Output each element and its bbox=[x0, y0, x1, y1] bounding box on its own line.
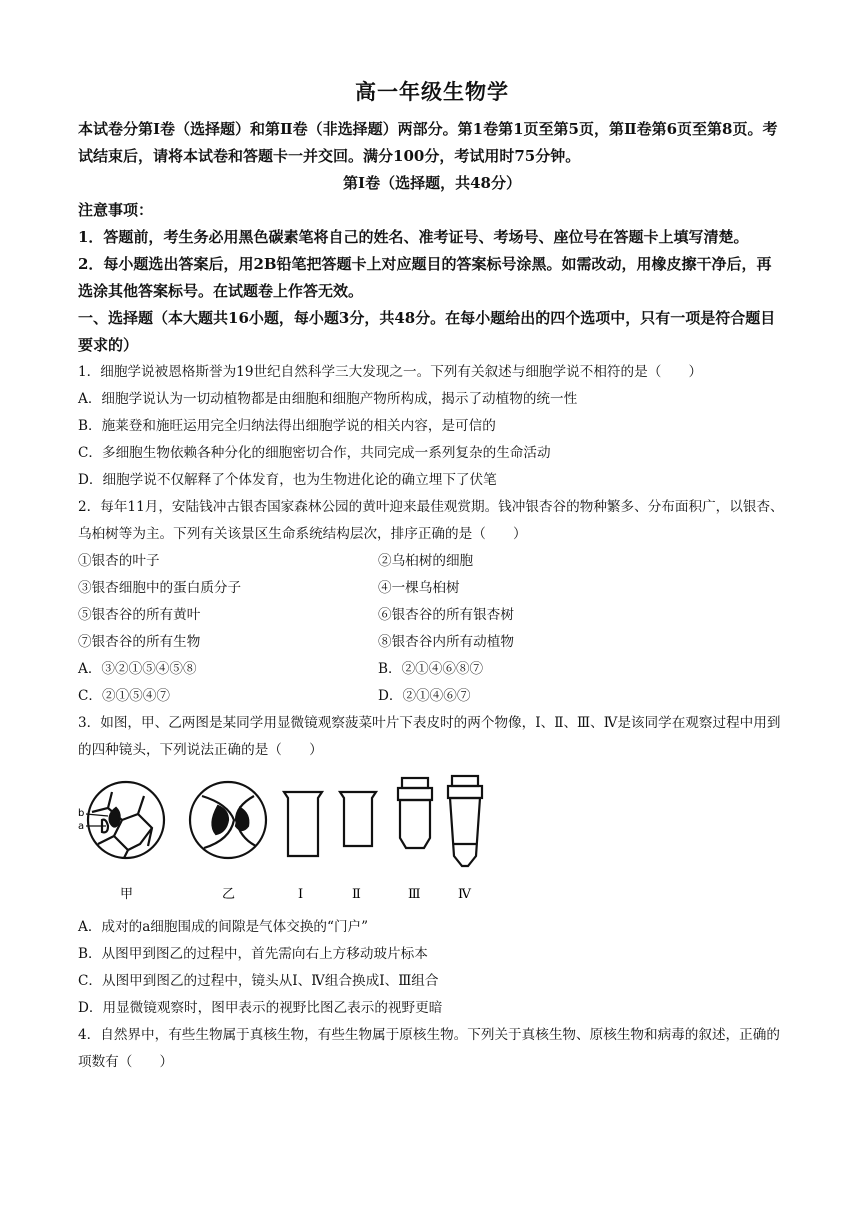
lens-4 bbox=[448, 776, 482, 866]
list-item: ⑥银杏谷的所有银杏树 bbox=[378, 607, 514, 623]
label-lens-3: Ⅲ bbox=[408, 887, 421, 902]
label-lens-1: Ⅰ bbox=[298, 887, 304, 902]
label-lens-4: Ⅳ bbox=[458, 887, 471, 902]
option-a: A．③②①⑤④⑤⑧ bbox=[78, 661, 197, 677]
option-a: A．细胞学说认为一切动植物都是由细胞和细胞产物所构成，揭示了动植物的统一性 bbox=[78, 391, 578, 407]
list-item: ①银杏的叶子 bbox=[78, 553, 160, 569]
exam-page bbox=[78, 76, 786, 1076]
label-jia: 甲 bbox=[120, 887, 134, 902]
lens-3 bbox=[398, 778, 432, 848]
lens-2 bbox=[340, 792, 376, 846]
lens-1 bbox=[284, 792, 322, 856]
option-d: D．用显微镜观察时，图甲表示的视野比图乙表示的视野更暗 bbox=[78, 1000, 443, 1016]
marker-a: a bbox=[78, 821, 85, 832]
option-d: D．细胞学说不仅解释了个体发育，也为生物进化论的确立埋下了伏笔 bbox=[78, 472, 497, 488]
question-1 bbox=[78, 359, 786, 494]
microscope-figure-drawing bbox=[78, 774, 558, 908]
view-jia bbox=[86, 782, 164, 858]
option-d: D．②①④⑥⑦ bbox=[378, 688, 471, 704]
item-grid bbox=[78, 548, 786, 710]
option-b: B．②①④⑥⑧⑦ bbox=[378, 661, 484, 677]
list-item: ⑧银杏谷内所有动植物 bbox=[378, 634, 514, 650]
question-2 bbox=[78, 494, 786, 710]
note-2: 2．每小题选出答案后，用2B铅笔把答题卡上对应题目的答案标号涂黑。如需改动，用橡皮擦干净后，再选涂其他答案标号。在试题卷上作答无效。 bbox=[78, 255, 772, 300]
list-item: ④一棵乌桕树 bbox=[378, 580, 460, 596]
option-c: C．从图甲到图乙的过程中，镜头从Ⅰ、Ⅳ组合换成Ⅰ、Ⅲ组合 bbox=[78, 973, 439, 989]
exam-intro: 本试卷分第Ⅰ卷（选择题）和第Ⅱ卷（非选择题）两部分。第1卷第1页至第5页，第Ⅱ卷第6页至第8页。考试结束后，请将本试卷和答题卡一并交回。满分100分，考试用时75分钟。 bbox=[78, 120, 778, 165]
question-stem: 4．自然界中，有些生物属于真核生物，有些生物属于原核生物。下列关于真核生物、原核生物和病毒的叙述，正确的项数有（ ） bbox=[78, 1027, 780, 1070]
note-1: 1．答题前，考生务必用黑色碳素笔将自己的姓名、准考证号、考场号、座位号在答题卡上填写清楚。 bbox=[78, 228, 749, 246]
question-stem: 2．每年11月，安陆钱冲古银杏国家森林公园的黄叶迎来最佳观赏期。钱冲银杏谷的物种繁多、分布面积广，以银杏、乌桕树等为主。下列有关该景区生命系统结构层次，排序正确的是（ ） bbox=[78, 499, 784, 542]
question-stem: 1．细胞学说被恩格斯誉为19世纪自然科学三大发现之一。下列有关叙述与细胞学说不相符的是（ ） bbox=[78, 364, 703, 380]
part-title: 一、选择题（本大题共16小题，每小题3分，共48分。在每小题给出的四个选项中，只有一项是符合题目要求的） bbox=[78, 309, 776, 354]
list-item: ②乌桕树的细胞 bbox=[378, 553, 474, 569]
option-b: B．施莱登和施旺运用完全归纳法得出细胞学说的相关内容，是可信的 bbox=[78, 418, 496, 434]
list-item: ③银杏细胞中的蛋白质分子 bbox=[78, 580, 242, 596]
question-3 bbox=[78, 710, 786, 1022]
microscope-figure bbox=[78, 774, 786, 908]
view-yi bbox=[190, 782, 266, 858]
notes-title: 注意事项： bbox=[78, 201, 154, 219]
label-yi: 乙 bbox=[222, 887, 236, 902]
option-a: A．成对的a细胞围成的间隙是气体交换的“门户” bbox=[78, 919, 369, 935]
label-lens-2: Ⅱ bbox=[352, 887, 361, 902]
marker-b: b bbox=[78, 808, 85, 819]
option-b: B．从图甲到图乙的过程中，首先需向右上方移动玻片标本 bbox=[78, 946, 428, 962]
section-title: 第Ⅰ卷（选择题，共48分） bbox=[343, 174, 521, 192]
list-item: ⑤银杏谷的所有黄叶 bbox=[78, 607, 201, 623]
question-stem: 3．如图，甲、乙两图是某同学用显微镜观察菠菜叶片下表皮时的两个物像，Ⅰ、Ⅱ、Ⅲ、Ⅳ是该同学在观察过程中用到的四种镜头，下列说法正确的是（ ） bbox=[78, 715, 781, 758]
question-4 bbox=[78, 1022, 786, 1076]
option-c: C．②①⑤④⑦ bbox=[78, 688, 170, 704]
option-c: C．多细胞生物依赖各种分化的细胞密切合作，共同完成一系列复杂的生命活动 bbox=[78, 445, 551, 461]
page-title: 高一年级生物学 bbox=[355, 79, 509, 104]
list-item: ⑦银杏谷的所有生物 bbox=[78, 634, 201, 650]
